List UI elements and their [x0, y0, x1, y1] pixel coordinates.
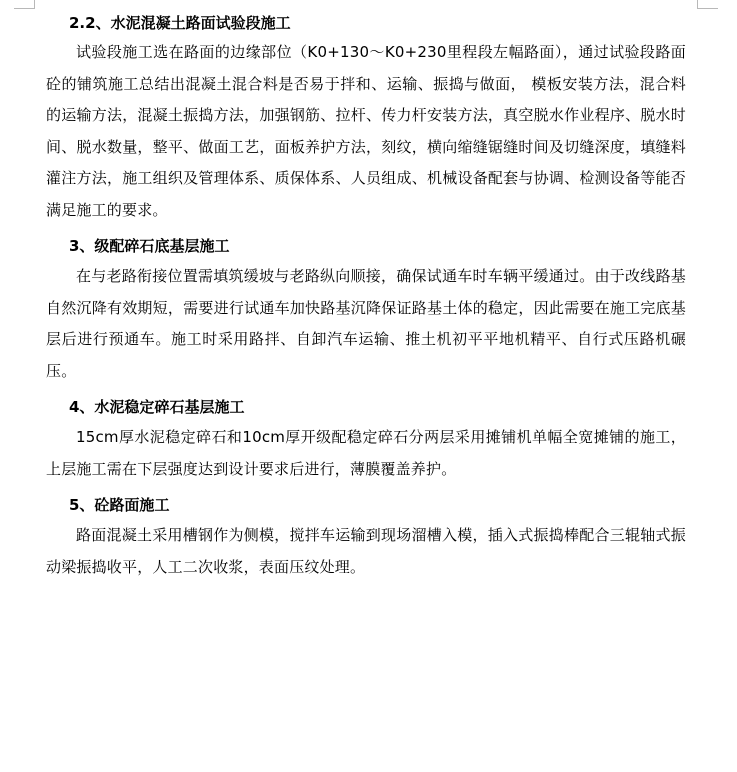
section-cement-stabilized-base [46, 396, 686, 485]
document-body [46, 8, 686, 583]
page-corner-mark-right [697, 0, 718, 9]
section-test-segment [46, 12, 686, 226]
section-heading: 4、水泥稳定碎石基层施工 [69, 398, 245, 416]
section-heading: 5、砼路面施工 [69, 496, 170, 514]
page-corner-mark-left [14, 0, 35, 9]
section-paragraph: 试验段施工选在路面的边缘部位（K0+130～K0+230里程段左幅路面），通过试验段路面砼的铺筑施工总结出混凝土混合料是否易于拌和、运输、振捣与做面， 模板安装方法，混合料的运输方法，混凝土振捣方法，加强钢筋、拉杆、传力杆安装方法，真空脱水作业程序、脱水时间、脱水数量，整平、做面工艺，面板养护方法，刻纹，横向缩缝锯缝时间及切缝深度，填缝料灌注方法，施工组织及管理体系、质保体系、人员组成、机械设备配套与协调、检测设备等能否满足施工的要求。 [46, 43, 686, 219]
section-heading: 2.2、水泥混凝土路面试验段施工 [69, 14, 291, 32]
section-paragraph: 15cm厚水泥稳定碎石和10cm厚开级配稳定碎石分两层采用摊铺机单幅全宽摊铺的施工，上层施工需在下层强度达到设计要求后进行，薄膜覆盖养护。 [46, 428, 686, 478]
section-graded-gravel-subbase [46, 235, 686, 387]
section-concrete-pavement [46, 494, 686, 583]
section-heading: 3、级配碎石底基层施工 [69, 237, 230, 255]
section-paragraph: 在与老路衔接位置需填筑缓坡与老路纵向顺接，确保试通车时车辆平缓通过。由于改线路基自然沉降有效期短，需要进行试通车加快路基沉降保证路基土体的稳定，因此需要在施工完底基层后进行预通车。施工时采用路拌、自卸汽车运输、推土机初平平地机精平、自行式压路机碾压。 [46, 267, 686, 380]
section-paragraph: 路面混凝土采用槽钢作为侧模，搅拌车运输到现场溜槽入模，插入式振捣棒配合三辊轴式振动梁振捣收平，人工二次收浆，表面压纹处理。 [46, 526, 686, 576]
